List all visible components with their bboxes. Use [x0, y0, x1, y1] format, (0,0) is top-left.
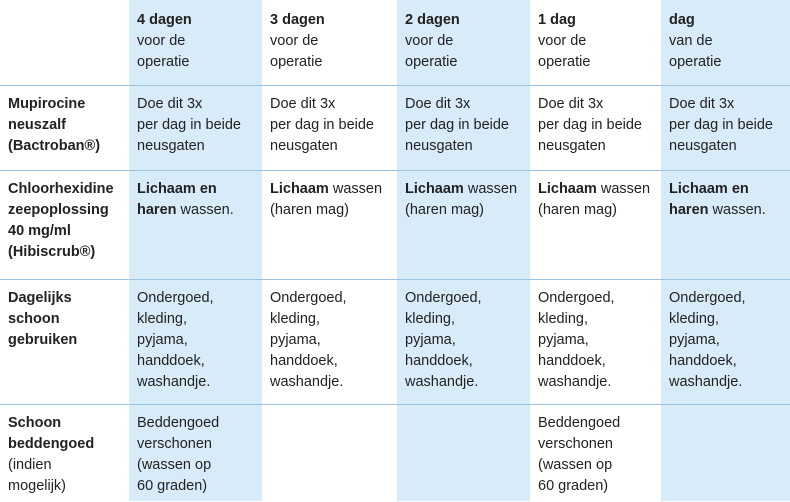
- table-cell: Lichaam en haren wassen.: [129, 171, 262, 280]
- table-cell: Doe dit 3x per dag in beide neusgaten: [262, 86, 397, 171]
- table-row: [0, 171, 790, 280]
- table-cell: Ondergoed, kleding, pyjama, handdoek, washandje.: [530, 280, 661, 405]
- table-cell: Beddengoed verschonen (wassen op 60 graden): [530, 405, 661, 502]
- table-cell: [262, 405, 397, 502]
- table-cell: Doe dit 3x per dag in beide neusgaten: [397, 86, 530, 171]
- table-cell: Ondergoed, kleding, pyjama, handdoek, washandje.: [262, 280, 397, 405]
- table-row: [0, 280, 790, 405]
- table-cell: Lichaam wassen (haren mag): [530, 171, 661, 280]
- table-cell: Lichaam en haren wassen.: [661, 171, 790, 280]
- table-row: [0, 86, 790, 171]
- table-cell: Ondergoed, kleding, pyjama, handdoek, washandje.: [661, 280, 790, 405]
- header-row: [0, 0, 790, 86]
- table-cell: [397, 405, 530, 502]
- row-label-mupirocine: Mupirocine neuszalf (Bactroban®): [0, 86, 129, 171]
- table-cell: Doe dit 3x per dag in beide neusgaten: [530, 86, 661, 171]
- table-cell: Lichaam wassen (haren mag): [397, 171, 530, 280]
- row-label-chloorhexidine: Chloorhexidine zeepoplossing 40 mg/ml (Hibiscrub®): [0, 171, 129, 280]
- table-cell: [661, 405, 790, 502]
- table-cell: Lichaam wassen (haren mag): [262, 171, 397, 280]
- header-3-days-before: 3 dagen voor de operatie: [270, 12, 325, 70]
- corner-cell: [0, 0, 129, 86]
- header-4-days-before: 4 dagen voor de operatie: [129, 0, 262, 86]
- table-cell: Ondergoed, kleding, pyjama, handdoek, washandje.: [397, 280, 530, 405]
- header-1-day-before: 1 dag voor de operatie: [538, 12, 591, 70]
- table-row: [0, 405, 790, 502]
- header-2-days-before: 2 dagen voor de operatie: [397, 0, 530, 86]
- row-label-schoon-beddengoed: Schoon beddengoed (indien mogelijk): [0, 405, 129, 502]
- table-cell: Beddengoed verschonen (wassen op 60 graden): [129, 405, 262, 502]
- header-day-of-operation: dag van de operatie: [661, 0, 790, 86]
- table-cell: Ondergoed, kleding, pyjama, handdoek, washandje.: [129, 280, 262, 405]
- table-cell: Doe dit 3x per dag in beide neusgaten: [129, 86, 262, 171]
- table-cell: Doe dit 3x per dag in beide neusgaten: [661, 86, 790, 171]
- row-label-dagelijks-schoon: Dagelijks schoon gebruiken: [0, 280, 129, 405]
